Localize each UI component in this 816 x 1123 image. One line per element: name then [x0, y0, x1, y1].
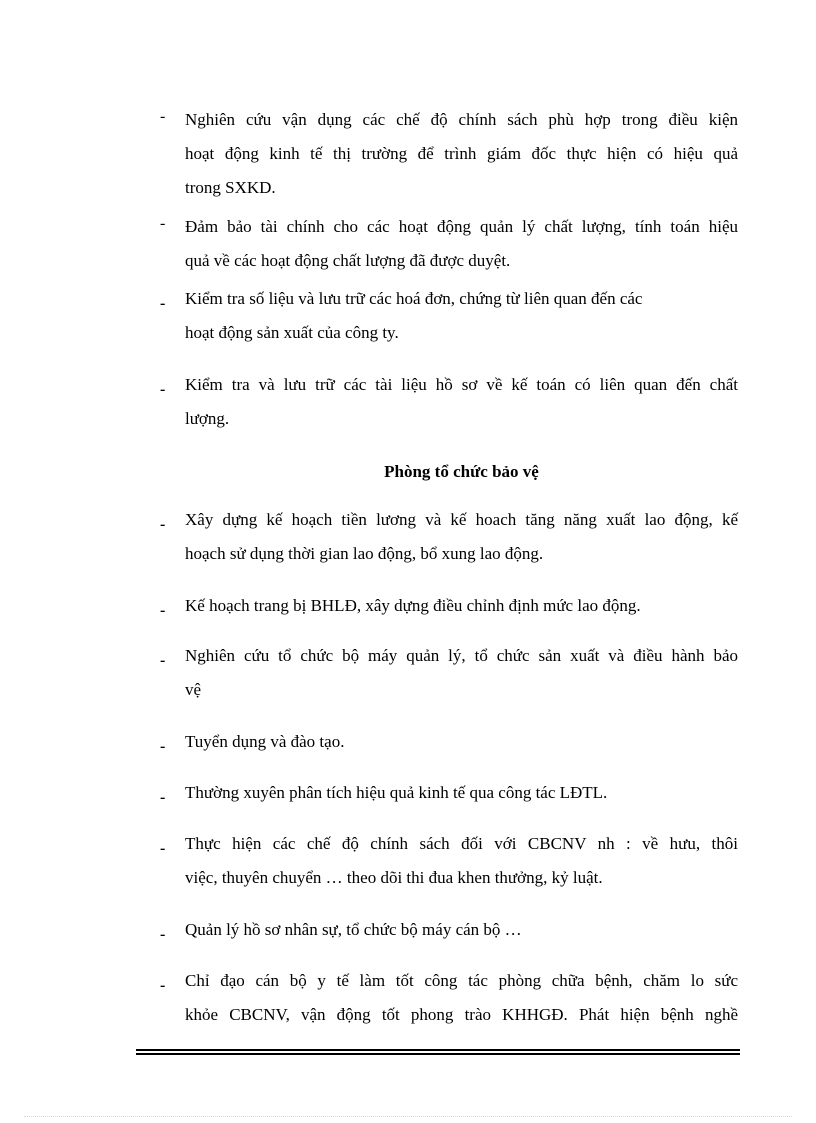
- list-item-text: [185, 776, 738, 810]
- bullet-dash: -: [160, 840, 166, 857]
- text-line: Kiểm tra và lưu trữ các tài liệu hồ sơ về kế toán có liên quan đến chất: [185, 375, 738, 394]
- text-line: khỏe CBCNV, vận động tốt phong trào KHHGĐ. Phát hiện bệnh nghề: [185, 1005, 738, 1024]
- bullet-dash: -: [160, 516, 166, 533]
- list-item-text: [185, 368, 738, 436]
- text-line: Kiểm tra số liệu và lưu trữ các hoá đơn, chứng từ liên quan đến các: [185, 289, 643, 308]
- text-line: hoạt động kinh tế thị trường để trình giám đốc thực hiện có hiệu quả: [185, 144, 738, 163]
- text-line: hoạt động sản xuất của công ty.: [185, 323, 399, 342]
- text-line: quả về các hoạt động chất lượng đã được duyệt.: [185, 251, 511, 270]
- section-heading: Phòng tổ chức bảo vệ: [384, 462, 539, 481]
- list-item-text: [185, 964, 738, 1032]
- bullet-dash: -: [160, 738, 166, 755]
- text-line: lượng.: [185, 409, 230, 428]
- text-line: Nghiên cứu vận dụng các chế độ chính sách phù hợp trong điều kiện: [185, 110, 738, 129]
- page-border-dots: [24, 1116, 792, 1117]
- list-item-text: [185, 210, 738, 278]
- bullet-dash: -: [160, 789, 166, 806]
- list-item-text: [185, 103, 738, 205]
- footer-rule-bottom: [136, 1053, 740, 1055]
- bullet-dash: -: [160, 977, 166, 994]
- text-line: hoạch sử dụng thời gian lao động, bổ xung lao động.: [185, 544, 544, 563]
- text-line: vệ: [185, 680, 202, 699]
- list-item-text: [185, 913, 738, 947]
- bullet-dash: -: [160, 602, 166, 619]
- list-item-text: [185, 639, 738, 707]
- list-item-text: [185, 827, 738, 895]
- text-line: Đảm bảo tài chính cho các hoạt động quản lý chất lượng, tính toán hiệu: [185, 217, 738, 236]
- text-line: Thực hiện các chế độ chính sách đối với CBCNV nh : về hưu, thôi: [185, 834, 738, 853]
- footer-rule-top: [136, 1049, 740, 1051]
- text-line: Tuyển dụng và đào tạo.: [185, 732, 345, 751]
- list-item-text: [185, 725, 738, 759]
- list-item-text: [185, 282, 738, 350]
- bullet-dash: -: [160, 215, 166, 232]
- text-line: Thường xuyên phân tích hiệu quả kinh tế qua công tác LĐTL.: [185, 783, 608, 802]
- text-line: việc, thuyên chuyển … theo dõi thi đua khen thưởng, kỷ luật.: [185, 868, 603, 887]
- text-line: Kế hoạch trang bị BHLĐ, xây dựng điều chỉnh định mức lao động.: [185, 596, 641, 615]
- text-line: Quản lý hồ sơ nhân sự, tổ chức bộ máy cán bộ …: [185, 920, 522, 939]
- text-line: Chỉ đạo cán bộ y tế làm tốt công tác phòng chữa bệnh, chăm lo sức: [185, 971, 738, 990]
- bullet-dash: -: [160, 652, 166, 669]
- bullet-dash: -: [160, 108, 166, 125]
- list-item-text: [185, 589, 738, 623]
- bullet-dash: -: [160, 381, 166, 398]
- bullet-dash: -: [160, 926, 166, 943]
- bullet-dash: -: [160, 295, 166, 312]
- list-item-text: [185, 503, 738, 571]
- text-line: trong SXKD.: [185, 178, 276, 197]
- text-line: Xây dựng kế hoạch tiền lương và kế hoach tăng năng xuất lao động, kế: [185, 510, 738, 529]
- text-line: Nghiên cứu tổ chức bộ máy quản lý, tổ chức sản xuất và điều hành bảo: [185, 646, 738, 665]
